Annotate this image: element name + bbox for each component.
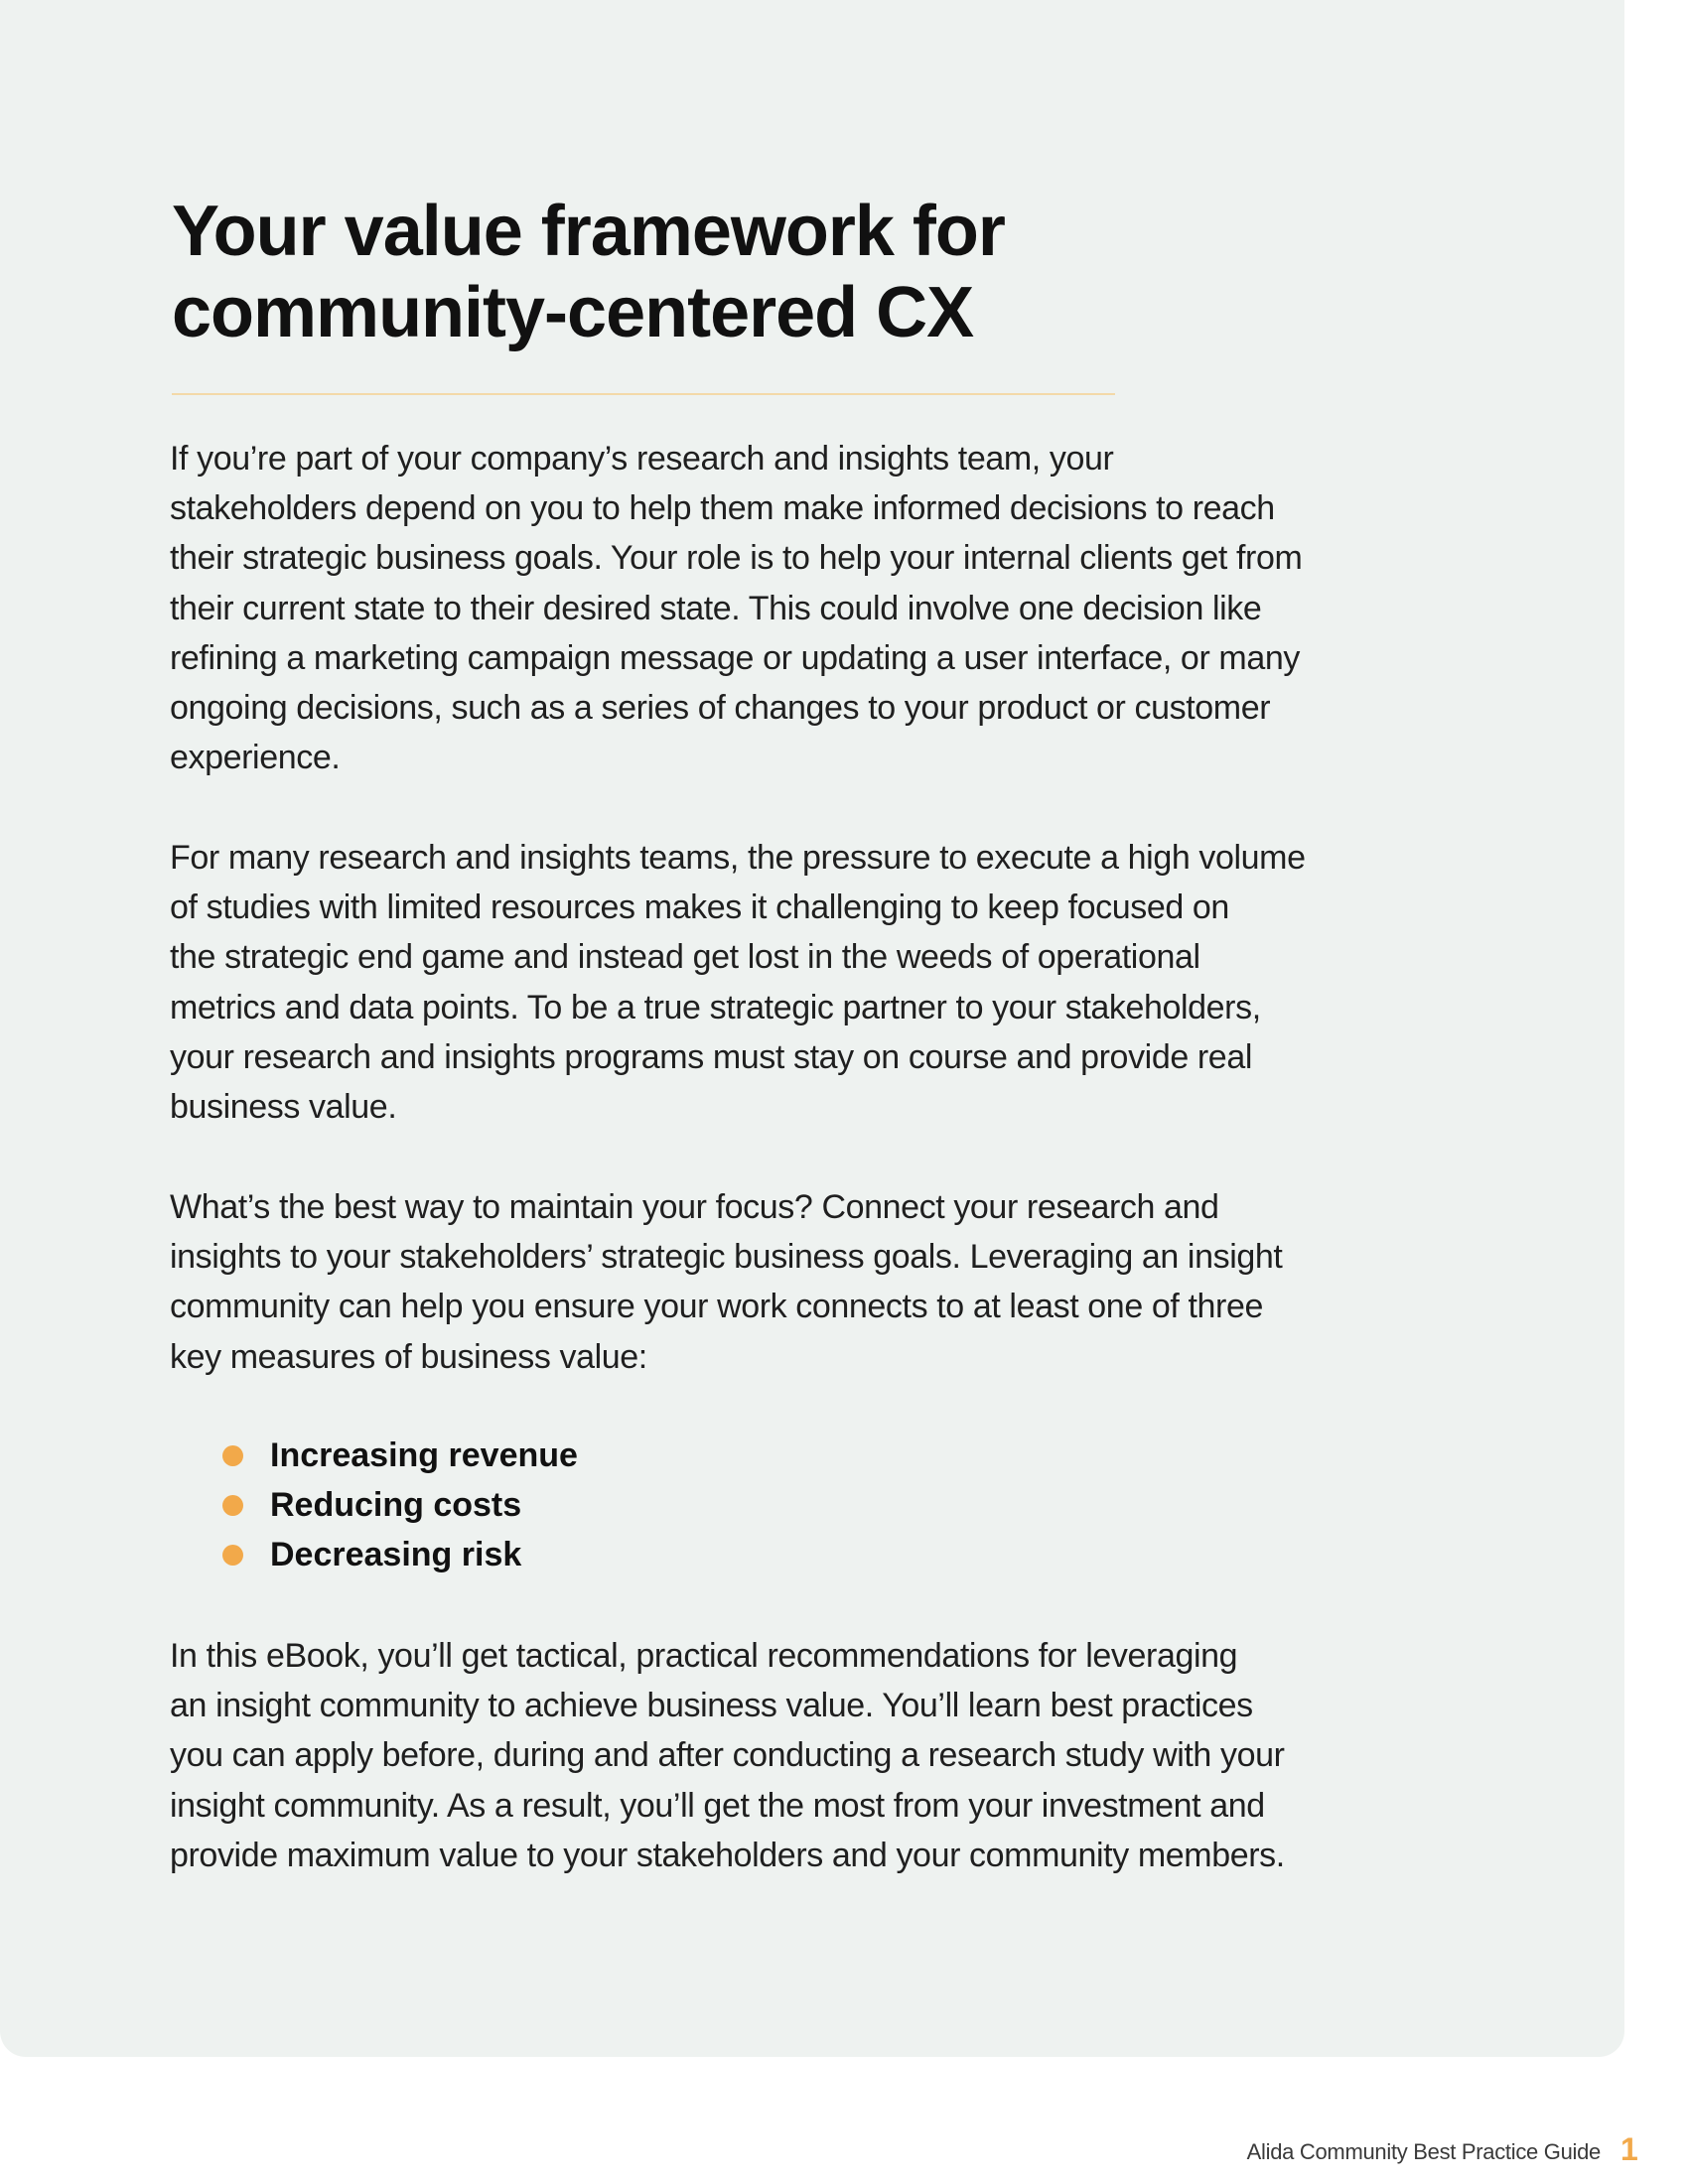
text-line: If you’re part of your company’s research and insights team, your [170,440,1114,478]
text-line: refining a marketing campaign message or updating a user interface, or many [170,638,1300,677]
text-line: ongoing decisions, such as a series of changes to your product or customer [170,689,1271,728]
text-line: In this eBook, you’ll get tactical, practical recommendations for leveraging [170,1637,1238,1675]
text-line: provide maximum value to your stakeholders and your community members. [170,1836,1285,1874]
text-line: of studies with limited resources makes it challenging to keep focused on [170,888,1229,927]
list-item-label: Increasing revenue [270,1436,578,1474]
text-line: key measures of business value: [170,1337,647,1376]
text-line: business value. [170,1088,397,1127]
text-line: your research and insights programs must stay on course and provide real [170,1037,1252,1076]
challenge-paragraph [170,833,1401,1132]
text-line: an insight community to achieve business value. You’ll learn best practices [170,1687,1253,1725]
bullet-dot-icon [222,1545,243,1566]
text-line: experience. [170,739,341,777]
ebook-summary-paragraph [170,1631,1401,1880]
text-line: metrics and data points. To be a true strategic partner to your stakeholders, [170,988,1261,1026]
page-number: 1 [1620,2131,1638,2167]
text-line: community can help you ensure your work connects to at least one of three [170,1288,1263,1326]
list-item-label: Decreasing risk [270,1536,522,1574]
text-line: the strategic end game and instead get lost in the weeds of operational [170,938,1200,977]
focus-paragraph [170,1182,1401,1382]
text-line: you can apply before, during and after conducting a research study with your [170,1736,1285,1775]
title-divider [172,393,1115,395]
list-item-label: Reducing costs [270,1486,522,1525]
text-line: What’s the best way to maintain your focus? Connect your research and [170,1188,1219,1226]
text-line: their strategic business goals. Your role is to help your internal clients get from [170,539,1303,578]
intro-paragraph [170,434,1401,782]
page-title-line: Your value framework for [172,192,1005,271]
page-title [172,191,1005,353]
text-line: their current state to their desired state. This could involve one decision like [170,589,1262,627]
bullet-dot-icon [222,1495,243,1516]
page-title-line: community-centered CX [172,273,974,352]
footer-guide-title: Alida Community Best Practice Guide [1246,2139,1601,2164]
text-line: insights to your stakeholders’ strategic business goals. Leveraging an insight [170,1238,1283,1277]
text-line: For many research and insights teams, the pressure to execute a high volume [170,839,1306,877]
text-line: insight community. As a result, you’ll get the most from your investment and [170,1786,1265,1825]
bullet-dot-icon [222,1445,243,1466]
text-line: stakeholders depend on you to help them make informed decisions to reach [170,489,1275,528]
